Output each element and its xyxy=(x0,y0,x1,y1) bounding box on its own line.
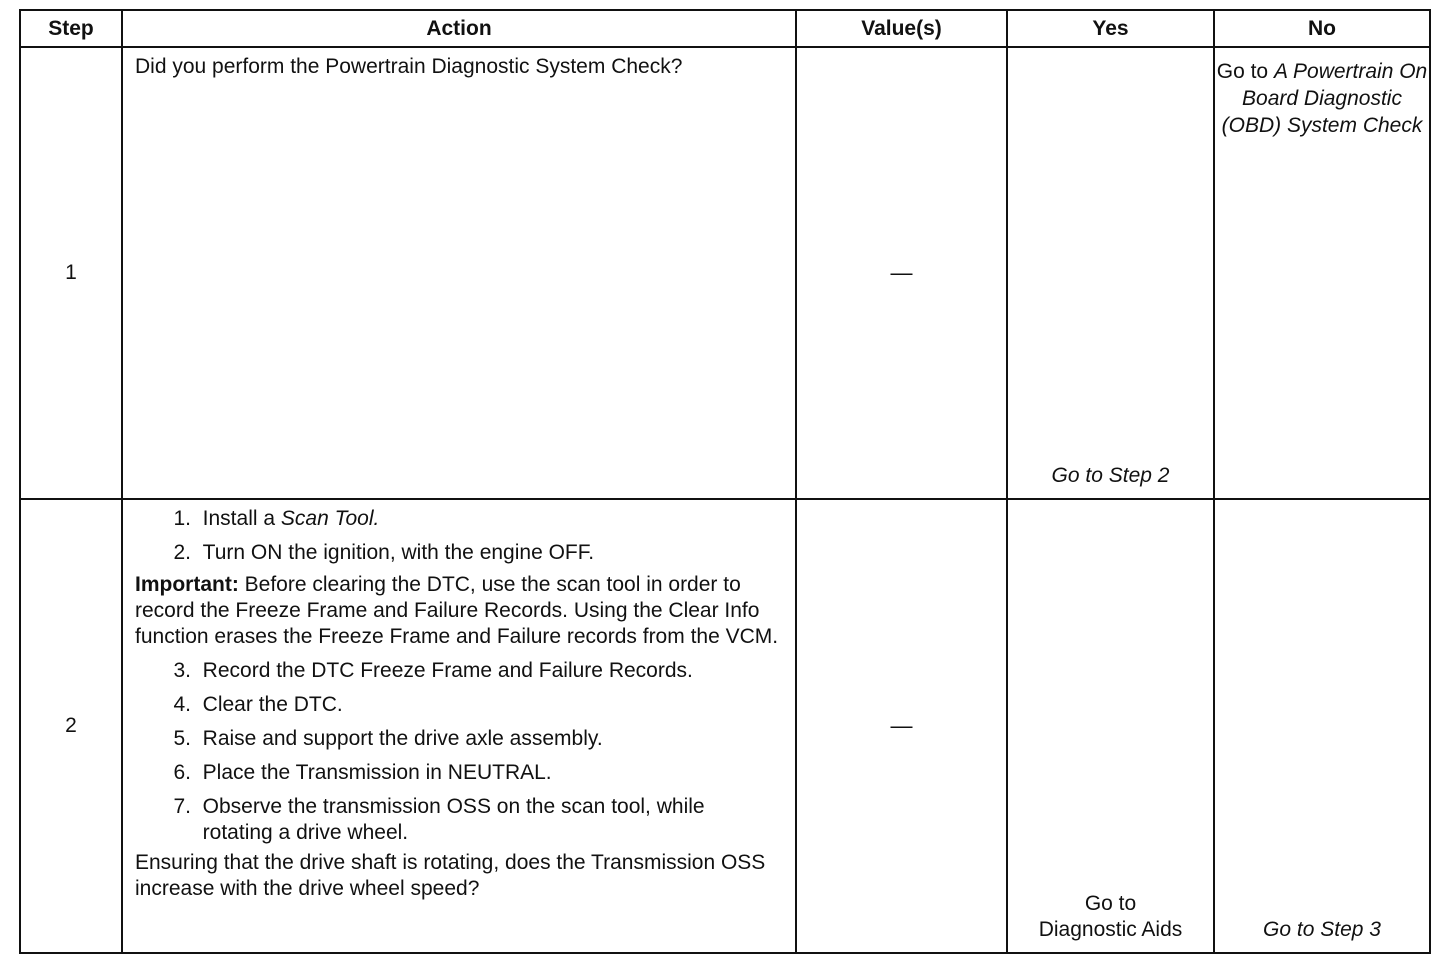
procedure-list xyxy=(135,506,787,566)
step-number: 1 xyxy=(20,47,122,499)
action-question: Ensuring that the drive shaft is rotating, does the Transmission OSS increase with the drive wheel speed? xyxy=(135,851,766,900)
diagnostic-table xyxy=(19,9,1431,954)
header-step: Step xyxy=(20,10,122,47)
list-item xyxy=(135,540,787,566)
list-item xyxy=(135,726,787,752)
list-text: Raise and support the drive axle assembly. xyxy=(202,727,603,750)
value-cell xyxy=(796,499,1007,953)
important-text: Before clearing the DTC, use the scan tool in order to record the Freeze Frame and Failure Records. Using the Clear Info function erases the Freeze Frame and Failure records from the VCM. xyxy=(135,573,779,648)
list-item xyxy=(135,794,787,846)
yes-prefix: Go to xyxy=(1084,892,1137,915)
list-text: Turn ON the ignition, with the engine OFF. xyxy=(202,541,595,564)
action-cell xyxy=(122,499,796,953)
no-prefix: Go to xyxy=(1216,60,1274,83)
list-text: Clear the DTC. xyxy=(202,693,343,716)
list-number: 7. xyxy=(173,795,191,818)
yes-cell xyxy=(1007,499,1214,953)
list-text: Place the Transmission in NEUTRAL. xyxy=(202,761,552,784)
table-row xyxy=(20,499,1430,953)
header-no: No xyxy=(1214,10,1430,47)
table-row xyxy=(20,47,1430,499)
list-number: 2. xyxy=(173,541,191,564)
yes-link[interactable]: Go to Step 2 xyxy=(1051,464,1170,487)
yes-cell xyxy=(1007,47,1214,499)
list-item xyxy=(135,506,787,532)
header-action: Action xyxy=(122,10,796,47)
no-cell xyxy=(1214,47,1430,499)
value-cell xyxy=(796,47,1007,499)
list-text: Install a xyxy=(202,507,281,530)
no-link[interactable]: A Powertrain On Board Diagnostic (OBD) System Check xyxy=(1221,60,1428,137)
header-row xyxy=(20,10,1430,47)
important-label: Important: xyxy=(135,573,239,596)
header-values: Value(s) xyxy=(796,10,1007,47)
list-number: 3. xyxy=(173,659,191,682)
important-note xyxy=(135,572,787,650)
list-number: 1. xyxy=(173,507,191,530)
list-number: 5. xyxy=(173,727,191,750)
list-text-italic: Scan Tool. xyxy=(280,507,380,530)
value-dash: — xyxy=(890,259,913,285)
yes-link[interactable]: Diagnostic Aids xyxy=(1038,918,1183,941)
header-yes: Yes xyxy=(1007,10,1214,47)
list-number: 4. xyxy=(173,693,191,716)
action-cell xyxy=(122,47,796,499)
yes-reference[interactable] xyxy=(1008,891,1213,943)
action-question: Did you perform the Powertrain Diagnostic System Check? xyxy=(135,55,683,78)
no-link[interactable]: Go to Step 3 xyxy=(1263,918,1381,941)
procedure-list xyxy=(135,658,787,846)
value-dash: — xyxy=(890,712,913,738)
list-text: Record the DTC Freeze Frame and Failure Records. xyxy=(202,659,693,682)
list-item xyxy=(135,692,787,718)
list-text: Observe the transmission OSS on the scan tool, while rotating a drive wheel. xyxy=(202,795,705,844)
no-reference[interactable] xyxy=(1215,58,1429,139)
list-number: 6. xyxy=(173,761,191,784)
no-cell xyxy=(1214,499,1430,953)
list-item xyxy=(135,658,787,684)
list-item xyxy=(135,760,787,786)
step-number: 2 xyxy=(20,499,122,953)
